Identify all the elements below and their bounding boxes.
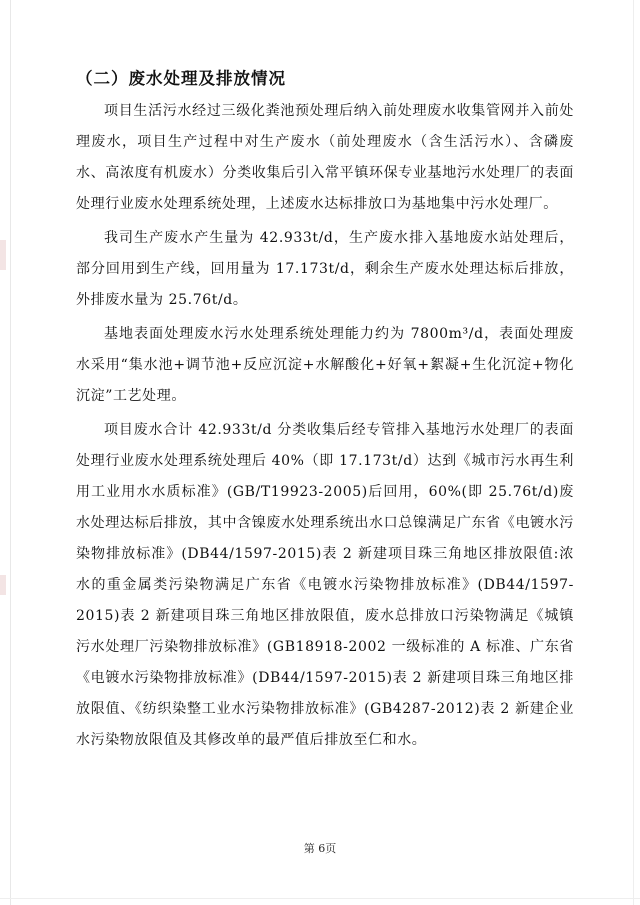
section-heading: （二）废水处理及排放情况 [76, 69, 286, 88]
left-edge-line [10, 0, 11, 905]
paragraph-discharge-standards: 项目废水合计 42.933t/d 分类收集后经专管排入基地污水处理厂的表面处理行业废水处理系统处理后 40%（即 17.173t/d）达到《城市污水再生利用工业用水水质标准》(GB/T19923-2005)后回用，60%(即 25.76t/d)废水处理达标后排放，其中含镍废水处理系统出水口总镍满足广东省《电镀水污染物排放标准》(DB44/1597-2015)表 2 新建项目珠三角地区排放限值:浓水的重金属类污染物满足广东省《电镀水污染物排放标准》(DB44/1597-2015)表 2 新建项目珠三角地区排放限值，废水总排放口污染物满足《城镇污水处理厂污染物排放标准》(GB18918-2002 一级标准的 A 标准、广东省《电镀水污染物排放标准》(DB44/1597-2015)表 2 新建项目珠三角地区排放限值、《纺织染整工业水污染物排放标准》(GB4287-2012)表 2 新建企业水污染物放限值及其修改单的最严值后排放至仁和水。 [76, 422, 574, 748]
bottom-edge-line [0, 898, 640, 899]
paragraph-domestic-sewage: 项目生活污水经过三级化粪池预处理后纳入前处理废水收集管网并入前处理废水，项目生产过程中对生产废水（前处理废水（含生活污水）、含磷废水、高浓度有机废水）分类收集后引入常平镇环保专业基地污水处理厂的表面处理行业废水处理系统处理，上述废水达标排放口为基地集中污水处理厂。 [76, 103, 574, 212]
paragraph-treatment-capacity: 基地表面处理废水污水处理系统处理能力约为 7800m³/d，表面处理废水采用“集水池+调节池+反应沉淀+水解酸化+好氧+絮凝+生化沉淀+物化沉淀”工艺处理。 [76, 326, 574, 404]
left-edge-mark [0, 575, 6, 595]
left-edge-mark [0, 240, 6, 270]
page-number: 第 6页 [303, 842, 337, 855]
paragraph-wastewater-volume: 我司生产废水产生量为 42.933t/d，生产废水排入基地废水站处理后，部分回用到生产线，回用量为 17.173t/d，剩余生产废水处理达标后排放，外排废水量为 25.76t/d。 [76, 230, 574, 308]
page-content [76, 66, 574, 759]
right-edge-line [633, 0, 634, 905]
